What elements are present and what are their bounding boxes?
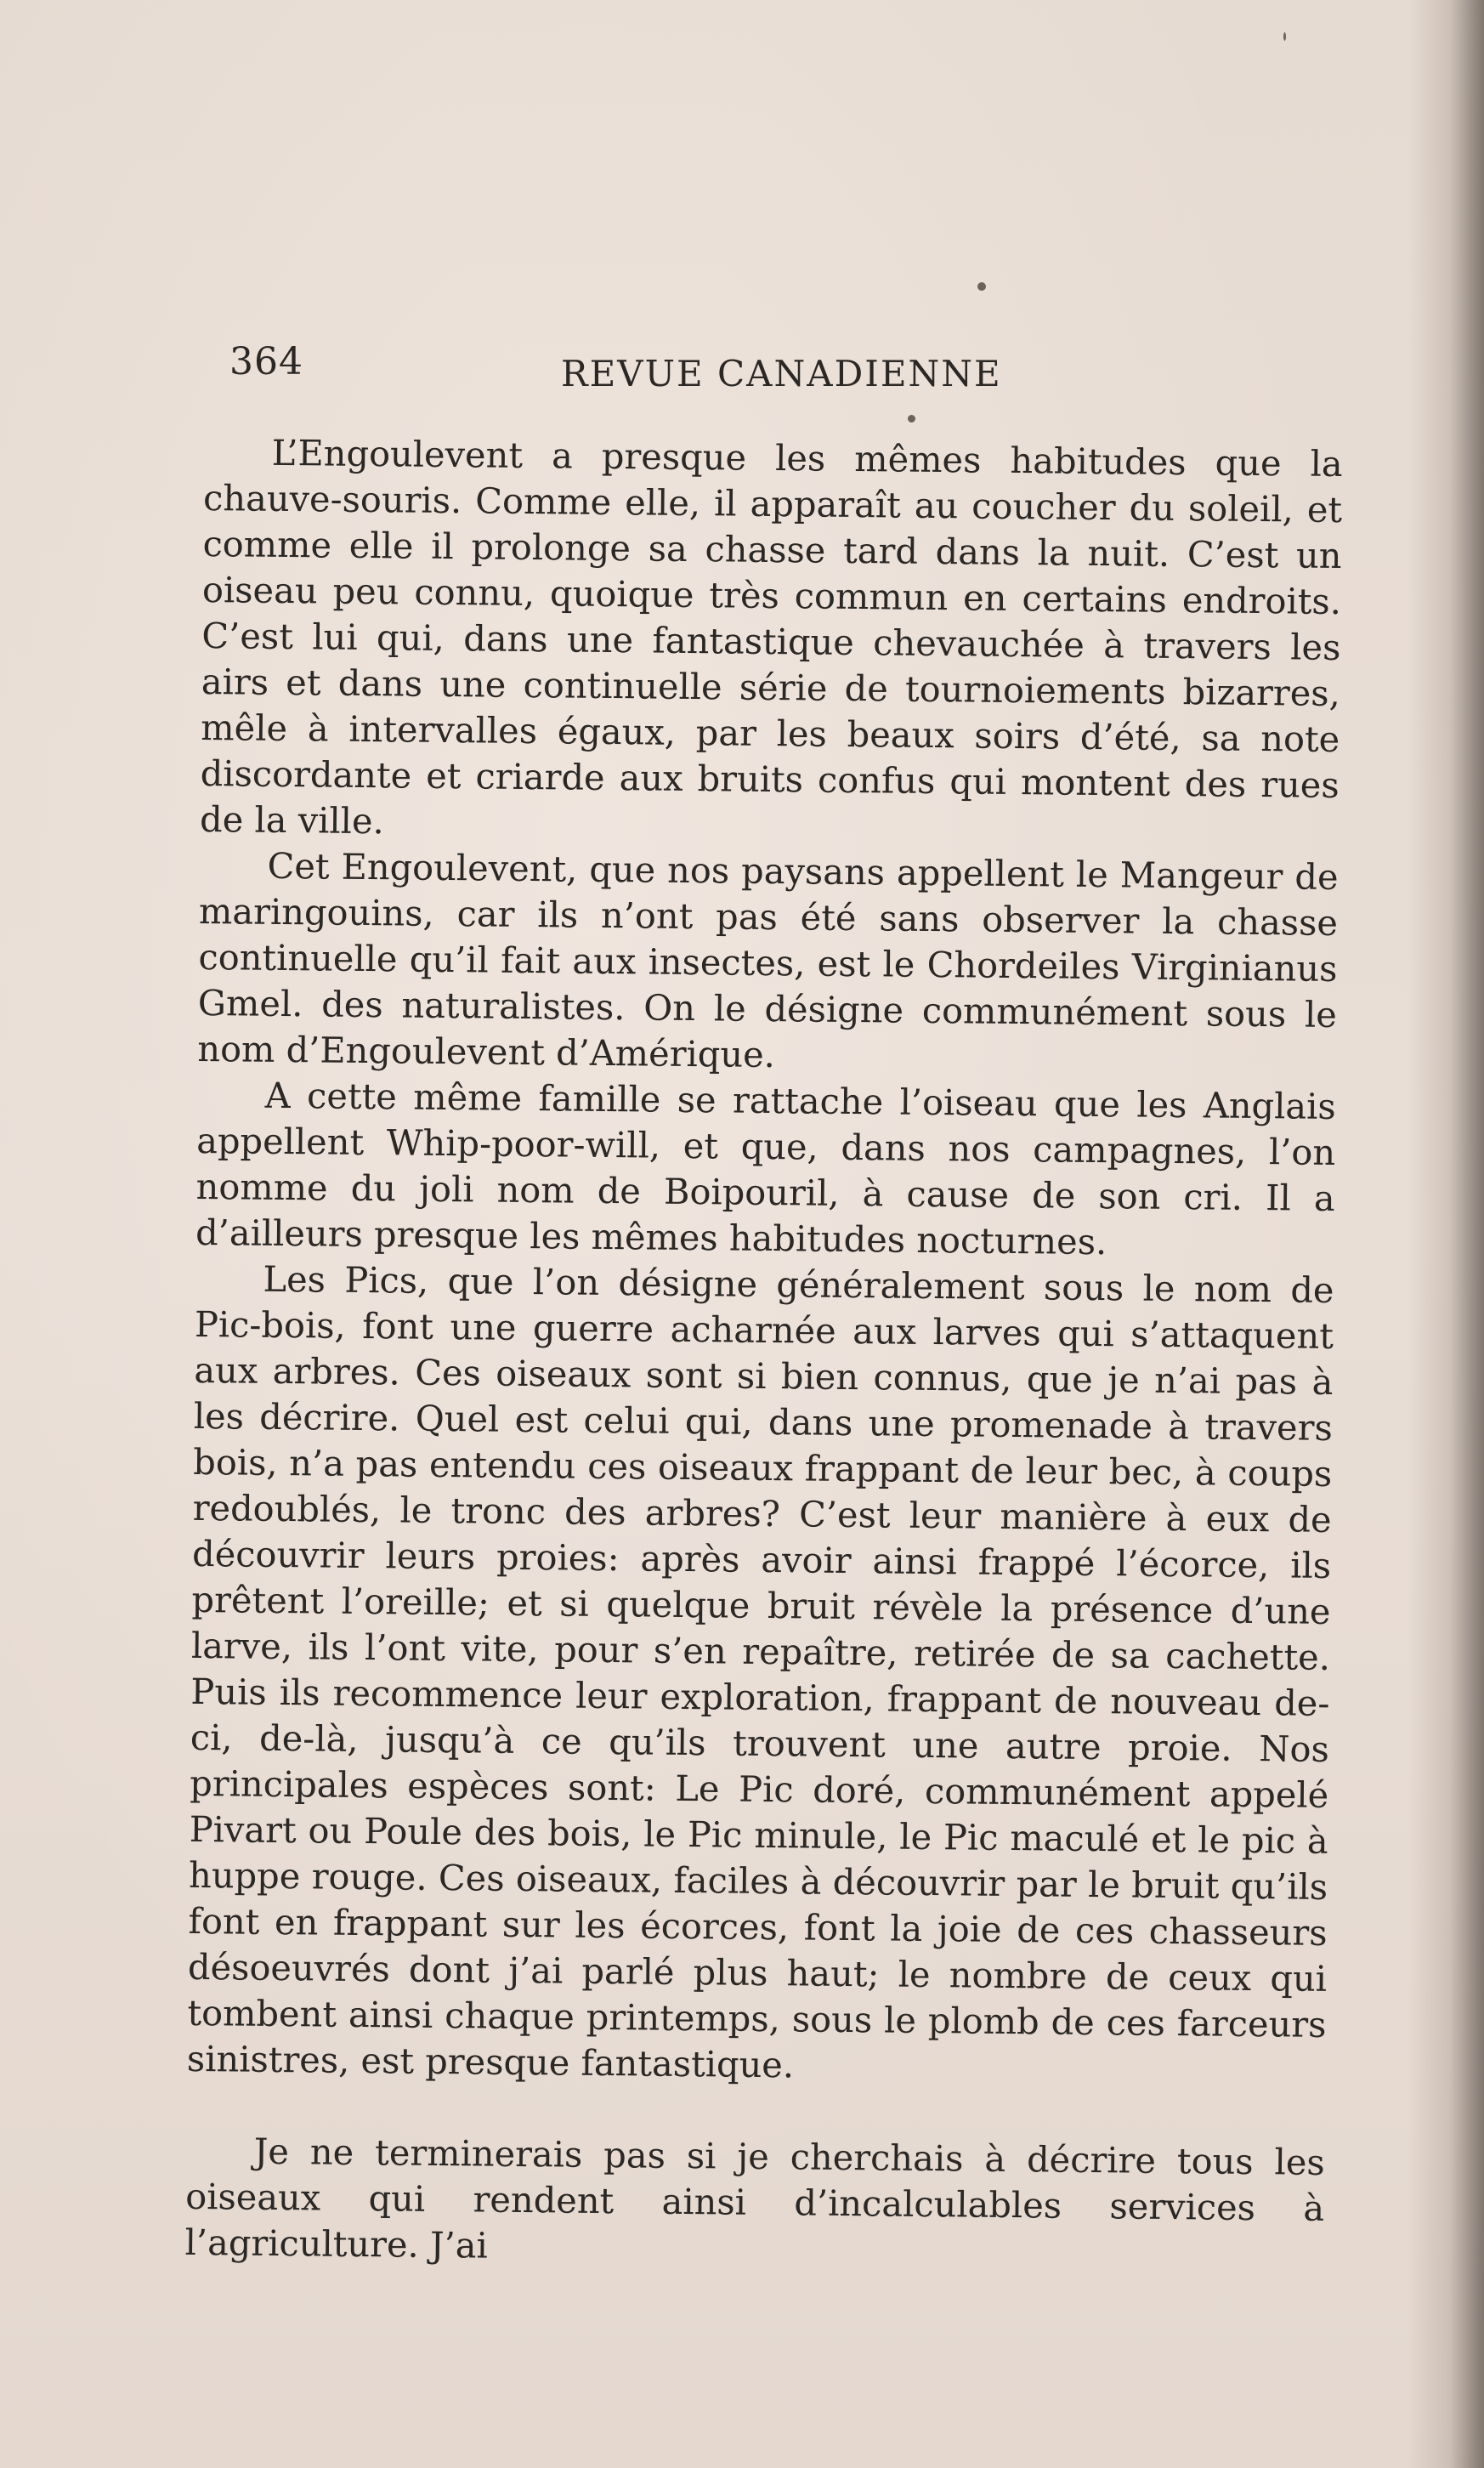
paper-speck [1283, 32, 1286, 41]
paper-speck [977, 282, 986, 291]
paragraph-mangeur-de-maringouins: Cet Engoulevent, que nos paysans appellent le Mangeur de maringouins, car ils n’ont pas été sans observer la chasse continuelle qu’il fait aux insectes, est le Chordeiles Virginianus Gmel. des naturalistes. On le désigne communément sous le nom d’Engoulevent d’Amérique. [197, 844, 1339, 1076]
paragraph-engoulevent: L’Engoulevent a presque les mêmes habitudes que la chauve-souris. Comme elle, il apparaît au coucher du soleil, et comme elle il prolonge sa chasse tard dans la nuit. C’est un oiseau peu connu, quoique très commun en certains endroits. C’est lui qui, dans une fantastique chevauchée à travers les airs et dans une continuelle série de tournoiements bizarres, mêle à intervalles égaux, par les beaux soirs d’été, sa note discordante et criarde aux bruits confus qui montent des rues de la ville. [199, 431, 1343, 843]
paragraph-conclusion: Je ne terminerais pas si je cherchais à décrire tous les oiseaux qui rendent ainsi d’incalculables services à l’agriculture. J’ai [184, 2130, 1325, 2267]
paragraph-pics: Les Pics, que l’on désigne généralement sous le nom de Pic-bois, font une guerre acharnée aux larves qui s’attaquent aux arbres. Ces oiseaux sont si bien connus, que je n’ai pas à les décrire. Quel est celui qui, dans une promenade à travers bois, n’a pas entendu ces oiseaux frappant de leur bec, à coups redoublés, le tronc des arbres? C’est leur manière à eux de découvrir leurs proies: après avoir ainsi frappé l’écorce, ils prêtent l’oreille; et si quelque bruit révèle la présence d’une larve, ils l’ont vite, pour s’en repaître, retirée de sa cachette. Puis ils recommence leur exploration, frappant de nouveau de-ci, de-là, jusqu’à ce qu’ils trouvent une autre proie. Nos principales espèces sont: Le Pic doré, communément appelé Pivart ou Poule des bois, le Pic minule, le Pic maculé et le pic à huppe rouge. Ces oiseaux, faciles à découvrir par le bruit qu’ils font en frappant sur les écorces, font la joie de ces chasseurs désoeuvrés dont j’ai parlé plus haut; le nombre de ceux qui tombent ainsi chaque printemps, sous le plomb de ces farceurs sinistres, est presque fantastique. [186, 1257, 1334, 2086]
page-gutter-shadow [1408, 0, 1484, 2468]
paragraph-whip-poor-will: A cette même famille se rattache l’oiseau que les Anglais appellent Whip-poor-will, et que, dans nos campagnes, l’on nomme du joli nom de Boipouril, à cause de son cri. Il a d’ailleurs presque les mêmes habitudes nocturnes. [195, 1074, 1336, 1263]
running-head-title: REVUE CANADIENNE [561, 353, 1002, 394]
paper-speck [908, 415, 915, 423]
page-number: 364 [229, 340, 303, 383]
body-text [184, 429, 1343, 2278]
